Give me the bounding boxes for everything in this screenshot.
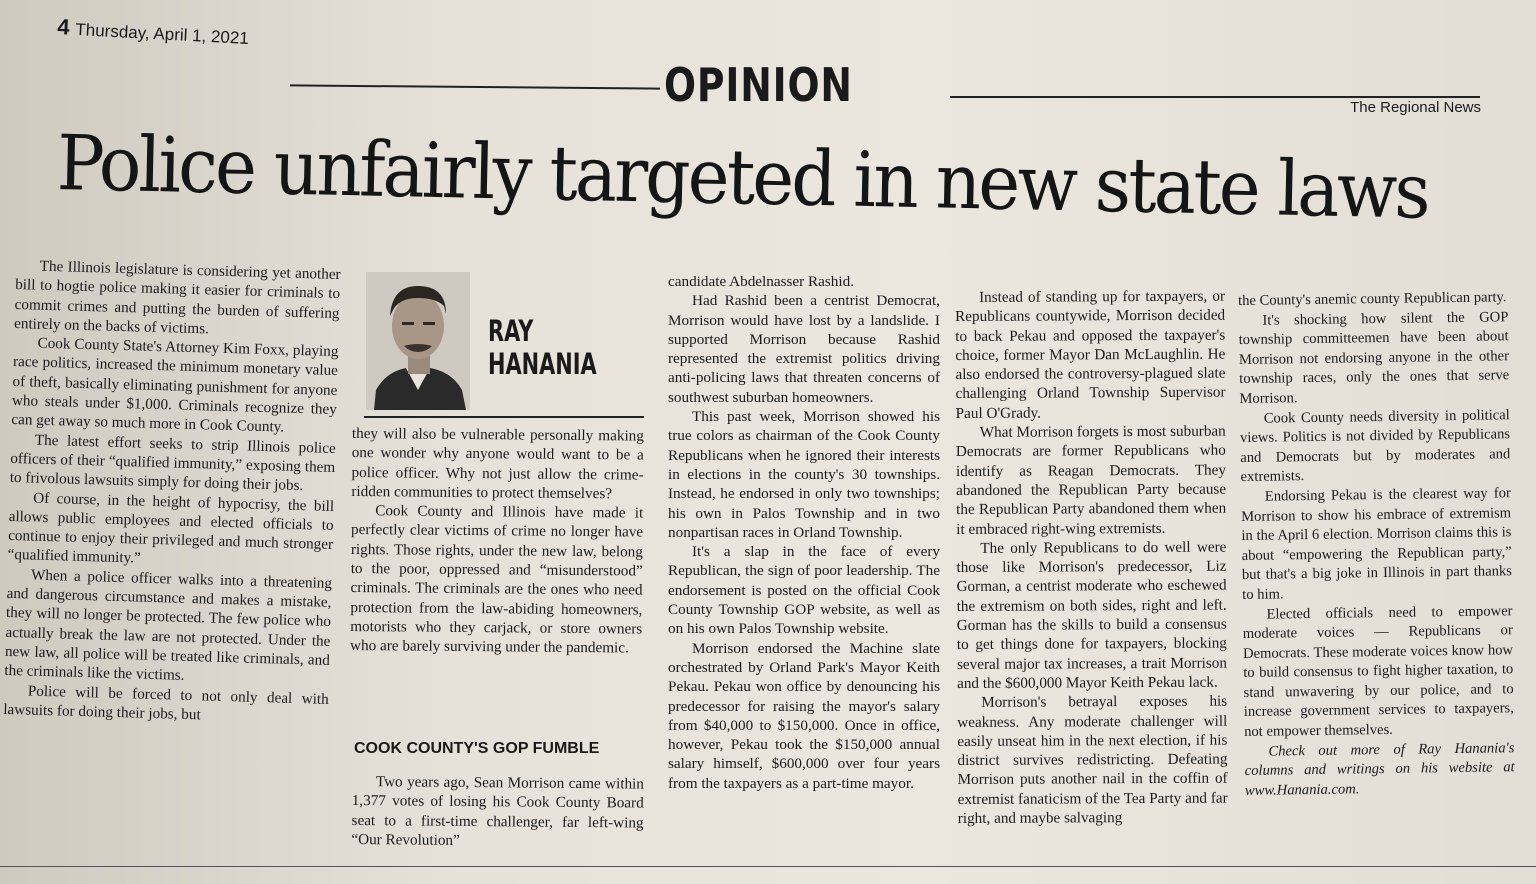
author-tagline: Check out more of Ray Hanania's columns and writings on his website at www.Hanania.com. (1244, 739, 1515, 799)
header-rule-left (290, 84, 660, 89)
paragraph: The only Republicans to do well were those like Morrison's predecessor, Liz Gorman, a centrist moderate who eschewed the extremism on both sides, right and left. Gorman has the skills to build a consensus to get things done for taxpayers, blocking several major tax increases, a trait Morrison and the $600,000 Mayor Keith Pekau lack. (956, 538, 1228, 692)
paragraph: The latest effort seeks to strip Illinois police officers of their “qualified immunity,” exposing them to frivolous lawsuits simply for doing their jobs. (9, 431, 336, 495)
paragraph: the County's anemic county Republican party. (1238, 289, 1507, 309)
page-number: 4 (56, 14, 71, 40)
paragraph: It's a slap in the face of every Republican, the sign of poor leadership. The endorsement is posted on the official Cook County Township GOP website, as well as on his own Palos Township website. (668, 543, 940, 638)
paragraph: Elected officials need to empower moderate voices — Republicans or Democrats. These moderate voices know how to build consensus to fight higher taxation, to stand unwavering by our police, and to increase government services to taxpayers, not empower themselves. (1242, 602, 1514, 741)
page-header-left (57, 14, 250, 50)
article-column-2-continued (351, 772, 644, 852)
header-rule-right (950, 96, 1480, 98)
subhead: COOK COUNTY'S GOP FUMBLE (354, 740, 600, 757)
author-first-name: RAY (488, 314, 534, 348)
headline: Police unfairly targeted in new state laws (56, 118, 1429, 236)
article-column-4 (955, 287, 1228, 829)
paragraph: Morrison's betrayal exposes his weakness. Any moderate challenger will easily unseat him in the next election, if his district survives redistricting. Defeating Morrison puts another nail in the coffin of extremist fanaticism of the Tea Party and far right, and maybe salvaging (957, 692, 1228, 828)
byline-rule (364, 416, 644, 418)
paragraph: It's shocking how silent the GOP township committeemen have been about Morrison not endorsing anyone in the other township races, only the ones that serve Morrison. (1238, 308, 1510, 407)
footer-rule (0, 866, 1536, 867)
author-photo (366, 272, 470, 410)
paragraph: they will also be vulnerable personally making one wonder why anyone would want to be a police officer. Why not just allow the crime-ridden communities to protect themselves? (351, 424, 644, 503)
paragraph: Had Rashid been a centrist Democrat, Morrison would have lost by a landslide. I supported Morrison because Rashid represented the extremist politics driving anti-policing laws that threaten concerns of southwest suburban homeowners. (668, 292, 940, 406)
article-column-2 (350, 424, 644, 658)
author-byline (488, 315, 597, 381)
paragraph: Endorsing Pekau is the clearest way for Morrison to show his embrace of extremism in the April 6 election. Morrison claims this is about “empowering the Republican party,” but that's a big joke in Illinois in part thanks to him. (1241, 485, 1513, 603)
paragraph: Of course, in the height of hypocrisy, the bill allows public employees and elected officials to continue to enjoy their privileged and much stronger “qualified immunity.” (7, 489, 335, 568)
paragraph: The Illinois legislature is considering yet another bill to hogtie police making it easier for criminals to commit crimes and putting the burden of suffering entirely on the backs of victims. (13, 257, 341, 338)
paragraph: Cook County needs diversity in political views. Politics is not divided by Republicans and Democrats but by moderates and extremists. (1239, 406, 1511, 486)
author-last-name: HANANIA (488, 347, 597, 381)
paragraph: Morrison endorsed the Machine slate orchestrated by Orland Park's Mayor Keith Pekau. Pekau won office by denouncing his predecessor for raising the mayor's salary from $40,000 to $150,000. Once in office, however, Pekau took the $150,000 annual salary himself, $600,000 over four years from the taxpayers as a part-time mayor. (668, 639, 940, 792)
paragraph: Instead of standing up for taxpayers, or Republicans countywide, Morrison decided to back Pekau and opposed the taxpayer's choice, former Mayor Dan McLaughlin. He also endorsed the controversy-plagued slate challenging Orland Township Supervisor Paul O'Grady. (955, 287, 1226, 422)
paragraph: What Morrison forgets is most suburban Democrats are former Republicans who identify as Reagan Democrats. They abandoned the Republican Party because the Republican Party abandoned them when it embraced right-wing extremists. (955, 422, 1227, 538)
paragraph: This past week, Morrison showed his true colors as chairman of the Cook County Republicans when he ignored their interests in elections in the county's 30 townships. Instead, he endorsed in only two townships; his own in Palos Township and in two nonpartisan races in Orland Township. (668, 408, 940, 541)
issue-date: Thursday, April 1, 2021 (74, 19, 250, 49)
section-title: OPINION (664, 58, 853, 112)
article-column-5 (1238, 288, 1515, 801)
paragraph: Cook County State's Attorney Kim Foxx, playing race politics, increased the minimum monetary value of theft, basically eliminating punishment for anyone who steals under $1,000. Criminals recognize they can get away so much more in Cook County. (11, 334, 339, 436)
paragraph: Police will be forced to not only deal with lawsuits for doing their jobs, but (3, 682, 329, 724)
paragraph: Cook County and Illinois have made it perfectly clear victims of crime no longer have rights. Those rights, under the new law, belong to the poor, oppressed and “misunderstood” criminals. The criminals are the ones who need protection from the law-abiding homeowners, motorists who they carjack, or store owners who are barely surviving under the pandemic. (349, 502, 644, 657)
paragraph: When a police officer walks into a threatening and dangerous circumstance and makes a mistake, they will no longer be protected. The few police who actually break the law are not protected. Under the new law, all police will be treated like criminals, and the criminals like the victims. (4, 566, 333, 685)
article-column-1 (3, 256, 341, 728)
paragraph: Two years ago, Sean Morrison came within 1,377 votes of losing his Cook County Board seat to a first-time challenger, far left-wing “Our Revolution” (351, 773, 644, 849)
paper-name: The Regional News (1350, 99, 1481, 116)
paragraph: candidate Abdelnasser Rashid. (668, 273, 854, 290)
article-column-3 (668, 272, 940, 793)
